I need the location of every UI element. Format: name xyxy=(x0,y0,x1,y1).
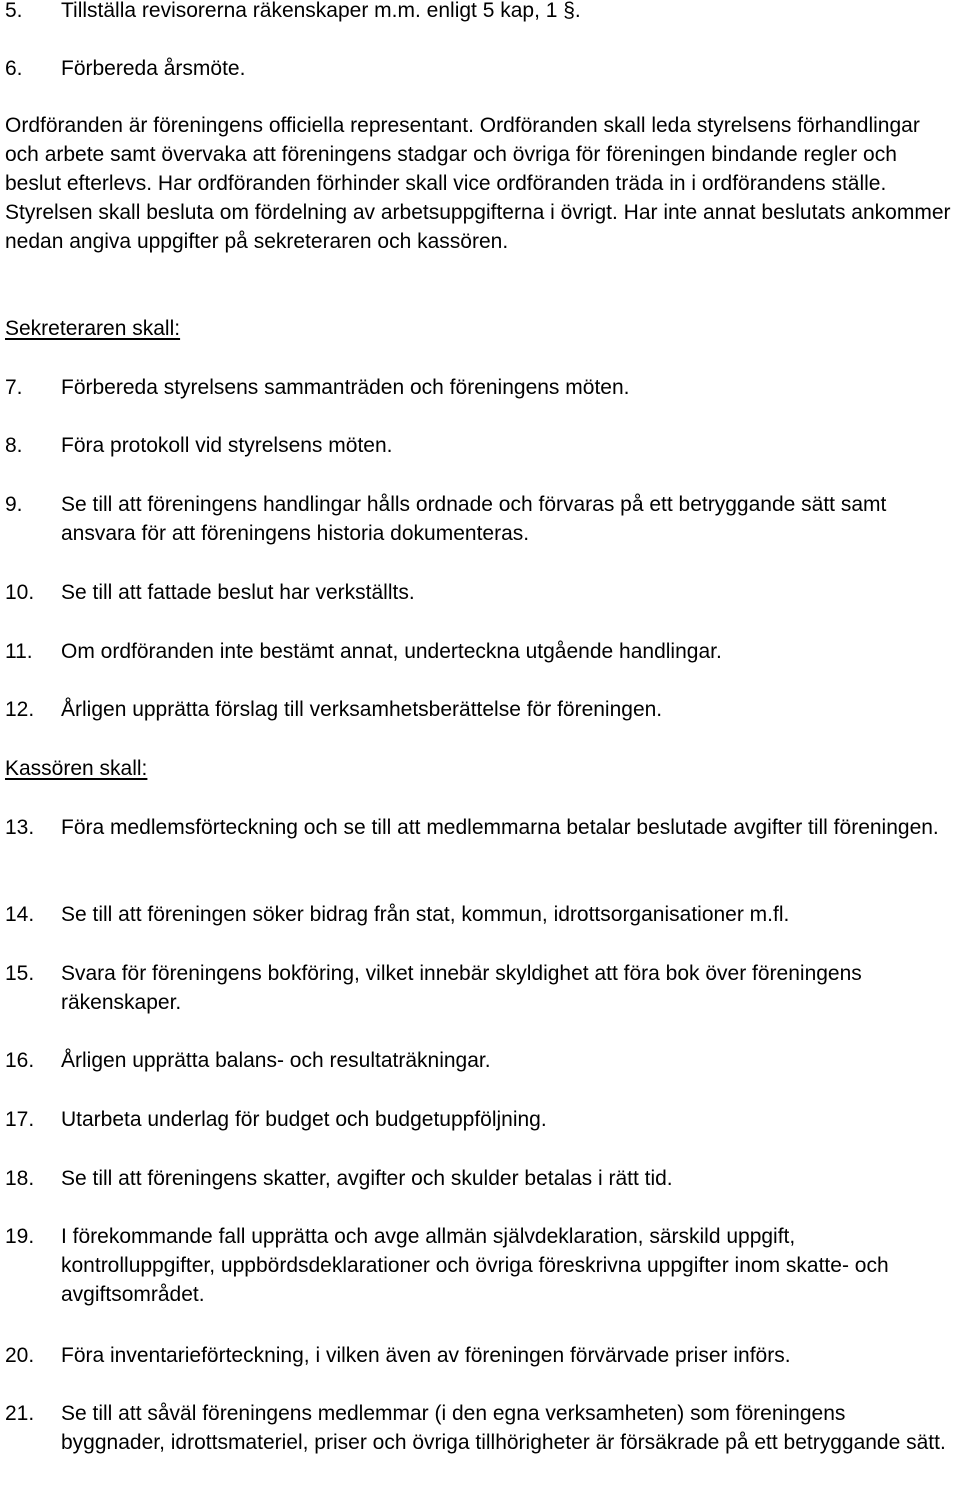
item-text: Se till att fattade beslut har verkställts. xyxy=(61,581,415,604)
item-number: 16. xyxy=(5,1049,35,1072)
item-number: 14. xyxy=(5,903,35,926)
item-text: Förbereda årsmöte. xyxy=(61,57,246,80)
list-item xyxy=(5,373,955,402)
item-text: Tillställa revisorerna räkenskaper m.m. enligt 5 kap, 1 §. xyxy=(61,0,581,22)
item-number: 5. xyxy=(5,0,23,22)
item-number: 10. xyxy=(5,581,35,604)
list-item xyxy=(5,1399,955,1457)
item-number: 19. xyxy=(5,1225,35,1248)
item-text: I förekommande fall upprätta och avge allmän självdeklaration, särskild uppgift, kontrolluppgifter, uppbördsdeklarationer och övriga föreskrivna uppgifter inom skatte- och avgiftsområdet. xyxy=(61,1225,889,1306)
list-item xyxy=(5,431,955,460)
item-number: 11. xyxy=(5,640,33,663)
item-text: Se till att föreningens skatter, avgifter och skulder betalas i rätt tid. xyxy=(61,1167,673,1190)
list-item xyxy=(5,1222,955,1309)
item-text: Se till att föreningen söker bidrag från stat, kommun, idrottsorganisationer m.fl. xyxy=(61,903,790,926)
item-number: 20. xyxy=(5,1344,35,1367)
item-text: Förbereda styrelsens sammanträden och föreningens möten. xyxy=(61,376,630,399)
list-item xyxy=(5,1105,955,1134)
list-item xyxy=(5,695,955,724)
item-text: Se till att såväl föreningens medlemmar (i den egna verksamheten) som föreningens byggnader, idrottsmateriel, priser och övriga tillhörigheter är försäkrade på ett betryggande sätt. xyxy=(61,1402,946,1454)
list-item xyxy=(5,1164,955,1193)
secretary-heading: Sekreteraren skall: xyxy=(5,317,181,340)
item-text: Föra protokoll vid styrelsens möten. xyxy=(61,434,393,457)
list-item xyxy=(5,1341,955,1370)
list-item xyxy=(5,959,955,1017)
chair-paragraph: Ordföranden är föreningens officiella representant. Ordföranden skall leda styrelsens förhandlingar och arbete samt övervaka att föreningens stadgar och övriga för föreningen bindande regler och beslut efterlevs. Har ordföranden förhinder skall vice ordföranden träda in i ordförandens ställe. Styrelsen skall besluta om fördelning av arbetsuppgifterna i övrigt. Har inte annat beslutats ankommer nedan angiva uppgifter på sekreteraren och kassören. xyxy=(5,114,951,253)
list-item xyxy=(5,490,955,548)
item-number: 12. xyxy=(5,698,35,721)
item-number: 18. xyxy=(5,1167,35,1190)
item-text: Årligen upprätta förslag till verksamhetsberättelse för föreningen. xyxy=(61,698,663,721)
list-item xyxy=(5,900,955,929)
item-text: Föra inventarieförteckning, i vilken även av föreningen förvärvade priser införs. xyxy=(61,1344,791,1367)
item-text: Svara för föreningens bokföring, vilket innebär skyldighet att föra bok över föreningens räkenskaper. xyxy=(61,962,862,1014)
item-text: Utarbeta underlag för budget och budgetuppföljning. xyxy=(61,1108,547,1131)
list-item xyxy=(5,0,955,25)
list-item xyxy=(5,637,955,666)
list-item xyxy=(5,54,955,83)
item-number: 15. xyxy=(5,962,35,985)
item-text: Föra medlemsförteckning och se till att medlemmarna betalar beslutade avgifter till föreningen. xyxy=(61,816,939,839)
item-text: Se till att föreningens handlingar hålls ordnade och förvaras på ett betryggande sätt samt ansvara för att föreningens historia dokumenteras. xyxy=(61,493,887,545)
item-number: 8. xyxy=(5,434,23,457)
item-text: Om ordföranden inte bestämt annat, underteckna utgående handlingar. xyxy=(61,640,722,663)
item-number: 7. xyxy=(5,376,23,399)
treasurer-heading: Kassören skall: xyxy=(5,757,148,780)
item-number: 6. xyxy=(5,57,23,80)
item-text: Årligen upprätta balans- och resultaträkningar. xyxy=(61,1049,491,1072)
item-number: 17. xyxy=(5,1108,35,1131)
list-item xyxy=(5,578,955,607)
item-number: 9. xyxy=(5,493,23,516)
list-item xyxy=(5,813,955,842)
list-item xyxy=(5,1046,955,1075)
item-number: 21. xyxy=(5,1402,35,1425)
item-number: 13. xyxy=(5,816,35,839)
